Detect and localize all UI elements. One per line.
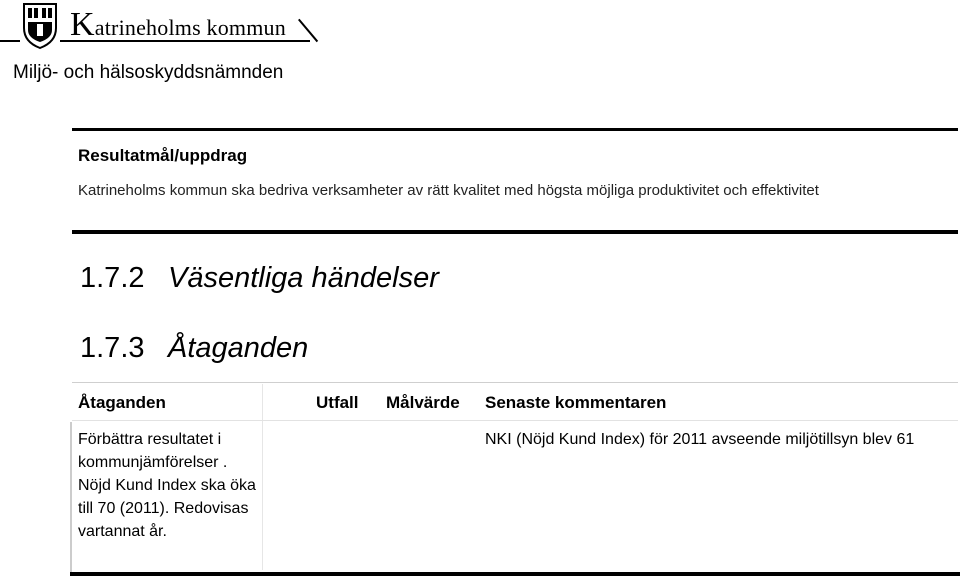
goal-box-top-rule xyxy=(72,128,958,131)
section-number: 1.7.3 xyxy=(80,332,145,364)
logo-slash xyxy=(298,19,318,43)
logo-name-rest: atrineholms kommun xyxy=(94,15,286,40)
table-header-utfall: Utfall xyxy=(316,393,359,412)
goal-box-text: Katrineholms kommun ska bedriva verksamheter av rätt kvalitet med högsta möjliga produktivitet och effektivitet xyxy=(78,182,819,199)
table-column-divider xyxy=(262,384,263,570)
table-top-rule xyxy=(72,382,958,383)
table-header-ataganden: Åtaganden xyxy=(78,393,166,412)
logo-rule-left xyxy=(0,40,20,42)
table-header-rule xyxy=(72,420,958,421)
section-title: Väsentliga händelser xyxy=(168,262,439,294)
section-heading-vasentliga-handelser xyxy=(80,262,439,295)
table-bottom-rule xyxy=(70,572,960,576)
table-cell-kommentar: NKI (Nöjd Kund Index) för 2011 avseende miljötillsyn blev 61 xyxy=(485,431,915,448)
goal-box-title: Resultatmål/uppdrag xyxy=(78,146,248,165)
coat-of-arms-logo xyxy=(20,2,60,50)
goal-box-bottom-rule xyxy=(72,230,958,234)
department-name: Miljö- och hälsoskyddsnämnden xyxy=(13,62,284,83)
table-left-border xyxy=(70,422,72,574)
section-title: Åtaganden xyxy=(168,332,309,364)
table-cell-ataganden: Förbättra resultatet i kommunjämförelser . Nöjd Kund Index ska öka till 70 (2011). Redovisas vartannat år. xyxy=(78,431,256,540)
table-header-senaste-kommentaren: Senaste kommentaren xyxy=(485,393,667,412)
logo-initial: K xyxy=(70,6,95,43)
table-header-malvarde: Målvärde xyxy=(386,393,460,412)
section-number: 1.7.2 xyxy=(80,262,145,294)
section-heading-ataganden xyxy=(80,332,308,365)
municipality-name xyxy=(70,8,286,42)
